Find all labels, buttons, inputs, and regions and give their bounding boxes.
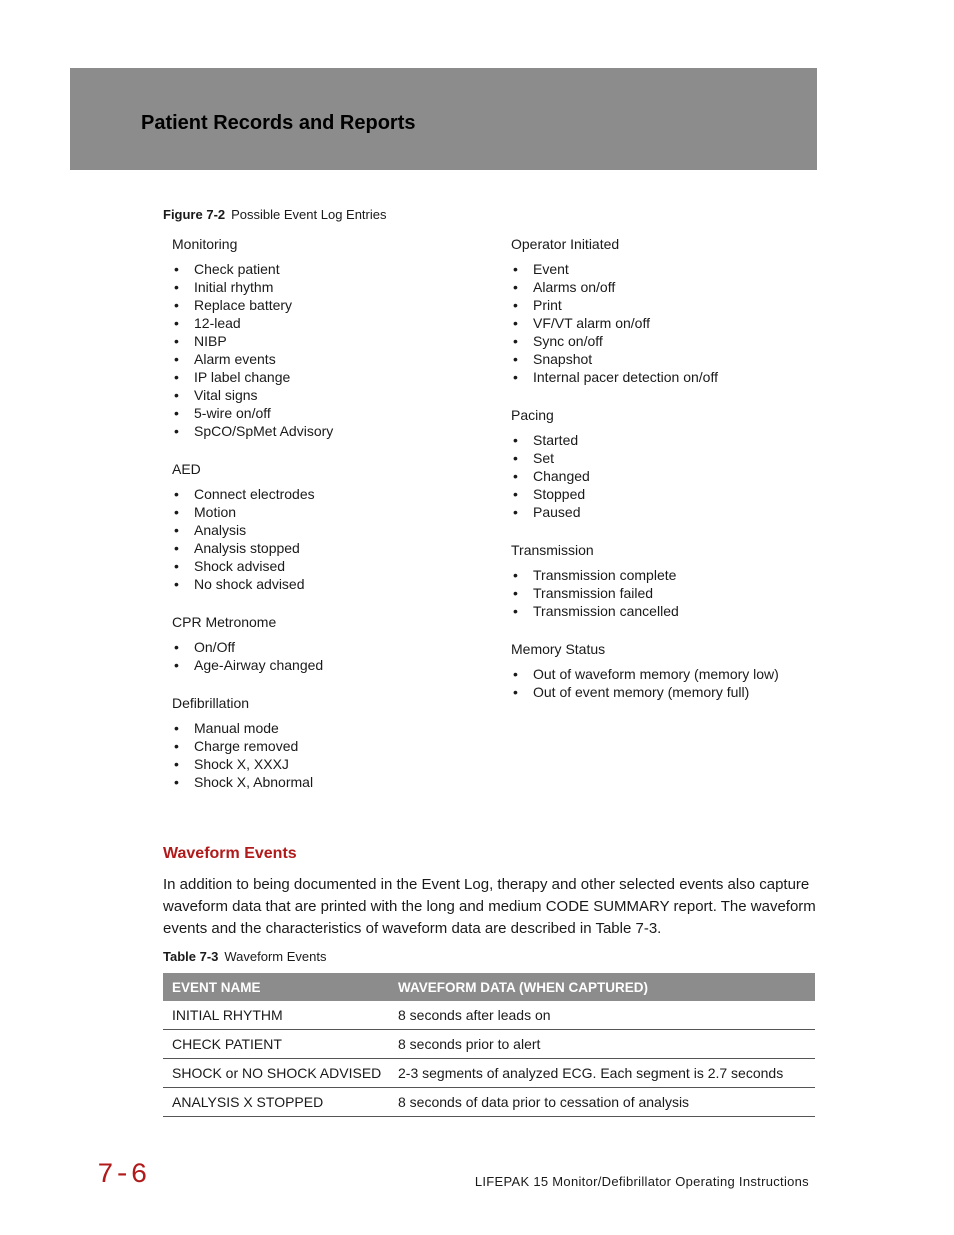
bullet-icon: •: [174, 504, 179, 520]
section-heading: Waveform Events: [163, 845, 297, 862]
list-item: [172, 773, 492, 791]
list-item-text: Snapshot: [533, 351, 593, 367]
list-item-text: Set: [533, 450, 555, 466]
bullet-icon: •: [174, 369, 179, 385]
table-header-row: [163, 973, 815, 1001]
event-group-title: Pacing: [511, 407, 554, 423]
event-group: [172, 694, 492, 791]
list-item: [511, 314, 831, 332]
bullet-icon: •: [174, 261, 179, 277]
bullet-icon: •: [513, 567, 518, 583]
waveform-events-table: [163, 973, 815, 1117]
bullet-icon: •: [513, 666, 518, 682]
list-item-text: Transmission complete: [533, 567, 677, 583]
list-item-text: On/Off: [194, 639, 235, 655]
table-caption-text: Waveform Events: [224, 949, 327, 964]
list-item-text: Motion: [194, 504, 237, 520]
list-item-text: Out of event memory (memory full): [533, 684, 750, 700]
list-item-text: Check patient: [194, 261, 280, 277]
list-item-text: Analysis: [194, 522, 247, 538]
table-cell-event: INITIAL RHYTHM: [163, 1001, 389, 1030]
event-list: [511, 665, 831, 701]
list-item: [511, 503, 831, 521]
list-item-text: 5-wire on/off: [194, 405, 271, 421]
list-item: [511, 665, 831, 683]
list-item: [172, 260, 492, 278]
bullet-icon: •: [513, 450, 518, 466]
list-item-text: Initial rhythm: [194, 279, 274, 295]
list-item: [172, 485, 492, 503]
bullet-icon: •: [174, 738, 179, 754]
list-item-text: SpCO/SpMet Advisory: [194, 423, 334, 439]
table-cell-event: ANALYSIS X STOPPED: [163, 1088, 389, 1117]
list-item: [172, 278, 492, 296]
bullet-icon: •: [174, 315, 179, 331]
event-group-title: CPR Metronome: [172, 614, 277, 630]
list-item-text: Connect electrodes: [194, 486, 315, 502]
list-item-text: Charge removed: [194, 738, 299, 754]
page-number: 7-6: [97, 1160, 148, 1191]
list-item: [172, 314, 492, 332]
section-body-paragraph: In addition to being documented in the Event Log, therapy and other selected events also capture waveform data that are printed with the long and medium CODE SUMMARY report. The waveform events and the characteristics of waveform data are described in Table 7-3.: [163, 876, 816, 937]
table-row: [163, 1030, 815, 1059]
list-item-text: Print: [533, 297, 562, 313]
bullet-icon: •: [174, 774, 179, 790]
bullet-icon: •: [174, 423, 179, 439]
bullet-icon: •: [513, 432, 518, 448]
list-item: [172, 368, 492, 386]
list-item: [511, 368, 831, 386]
list-item: [172, 656, 492, 674]
list-item: [511, 584, 831, 602]
event-group-title: Monitoring: [172, 236, 238, 252]
event-list: [172, 485, 492, 593]
list-item-text: Sync on/off: [533, 333, 603, 349]
bullet-icon: •: [174, 540, 179, 556]
list-item: [511, 485, 831, 503]
figure-caption: [163, 207, 387, 222]
bullet-icon: •: [174, 297, 179, 313]
bullet-icon: •: [174, 639, 179, 655]
list-item-text: Shock X, Abnormal: [194, 774, 314, 790]
list-item-text: IP label change: [194, 369, 291, 385]
event-group: [511, 640, 831, 701]
event-log-right-column: [511, 235, 831, 721]
event-group: [172, 460, 492, 593]
bullet-icon: •: [513, 504, 518, 520]
list-item: [172, 422, 492, 440]
list-item-text: Started: [533, 432, 579, 448]
list-item-text: Age-Airway changed: [194, 657, 324, 673]
table-row: [163, 1001, 815, 1030]
column-header: EVENT NAME: [163, 973, 389, 1001]
table-row: [163, 1088, 815, 1117]
list-item-text: VF/VT alarm on/off: [533, 315, 650, 331]
list-item-text: Paused: [533, 504, 581, 520]
list-item: [172, 755, 492, 773]
bullet-icon: •: [513, 261, 518, 277]
table-row: [163, 1059, 815, 1088]
list-item: [511, 332, 831, 350]
event-group-title: AED: [172, 461, 201, 477]
list-item: [511, 260, 831, 278]
list-item: [172, 503, 492, 521]
event-group-title: Defibrillation: [172, 695, 250, 711]
list-item-text: Transmission failed: [533, 585, 654, 601]
list-item: [172, 575, 492, 593]
list-item: [172, 332, 492, 350]
table-cell-event: SHOCK or NO SHOCK ADVISED: [163, 1059, 389, 1088]
footer-doc-title: LIFEPAK 15 Monitor/Defibrillator Operating Instructions: [474, 1174, 809, 1189]
list-item: [172, 539, 492, 557]
bullet-icon: •: [513, 351, 518, 367]
list-item-text: Replace battery: [194, 297, 293, 313]
list-item-text: Vital signs: [194, 387, 258, 403]
list-item: [172, 737, 492, 755]
list-item: [511, 602, 831, 620]
table-cell-data: 8 seconds of data prior to cessation of analysis: [389, 1088, 815, 1117]
bullet-icon: •: [513, 297, 518, 313]
event-group-title: Operator Initiated: [511, 236, 620, 252]
event-list: [172, 260, 492, 440]
list-item: [172, 386, 492, 404]
figure-number: Figure 7-2: [163, 207, 226, 222]
table-cell-data: 2-3 segments of analyzed ECG. Each segment is 2.7 seconds: [389, 1059, 815, 1088]
list-item: [172, 296, 492, 314]
bullet-icon: •: [513, 279, 518, 295]
list-item: [172, 638, 492, 656]
bullet-icon: •: [513, 486, 518, 502]
list-item-text: No shock advised: [194, 576, 305, 592]
list-item-text: Stopped: [533, 486, 586, 502]
table-number: Table 7-3: [163, 949, 219, 964]
event-group: [511, 541, 831, 620]
bullet-icon: •: [174, 279, 179, 295]
list-item: [511, 566, 831, 584]
list-item: [511, 350, 831, 368]
table-cell-data: 8 seconds prior to alert: [389, 1030, 815, 1059]
list-item-text: NIBP: [194, 333, 227, 349]
list-item: [511, 278, 831, 296]
list-item-text: Out of waveform memory (memory low): [533, 666, 779, 682]
bullet-icon: •: [174, 720, 179, 736]
figure-caption-text: Possible Event Log Entries: [231, 207, 387, 222]
list-item: [172, 521, 492, 539]
event-list: [511, 260, 831, 386]
list-item-text: Transmission cancelled: [533, 603, 679, 619]
list-item: [511, 296, 831, 314]
event-list: [172, 638, 492, 674]
bullet-icon: •: [174, 333, 179, 349]
chapter-title: Patient Records and Reports: [141, 112, 416, 134]
bullet-icon: •: [513, 684, 518, 700]
list-item: [511, 431, 831, 449]
event-group-title: Memory Status: [511, 641, 606, 657]
bullet-icon: •: [513, 603, 518, 619]
event-log-left-column: [172, 235, 492, 811]
list-item: [172, 719, 492, 737]
bullet-icon: •: [174, 486, 179, 502]
list-item-text: Shock X, XXXJ: [194, 756, 289, 772]
list-item-text: Alarm events: [194, 351, 276, 367]
bullet-icon: •: [513, 369, 518, 385]
bullet-icon: •: [513, 585, 518, 601]
event-list: [511, 431, 831, 521]
event-group: [172, 613, 492, 674]
table-caption: [163, 949, 327, 964]
bullet-icon: •: [174, 405, 179, 421]
list-item-text: Internal pacer detection on/off: [533, 369, 718, 385]
bullet-icon: •: [174, 576, 179, 592]
bullet-icon: •: [513, 468, 518, 484]
bullet-icon: •: [174, 522, 179, 538]
list-item: [172, 350, 492, 368]
event-group: [511, 406, 831, 521]
list-item-text: 12-lead: [194, 315, 241, 331]
list-item-text: Alarms on/off: [533, 279, 616, 295]
list-item: [172, 557, 492, 575]
list-item-text: Analysis stopped: [194, 540, 300, 556]
event-group-title: Transmission: [511, 542, 594, 558]
event-list: [511, 566, 831, 620]
list-item-text: Manual mode: [194, 720, 279, 736]
list-item-text: Shock advised: [194, 558, 286, 574]
event-group: [511, 235, 831, 386]
list-item-text: Changed: [533, 468, 590, 484]
event-list: [172, 719, 492, 791]
chapter-header-band: [70, 68, 817, 170]
table-cell-event: CHECK PATIENT: [163, 1030, 389, 1059]
bullet-icon: •: [513, 333, 518, 349]
list-item: [511, 683, 831, 701]
bullet-icon: •: [174, 351, 179, 367]
bullet-icon: •: [174, 387, 179, 403]
bullet-icon: •: [174, 558, 179, 574]
list-item: [511, 467, 831, 485]
table-cell-data: 8 seconds after leads on: [389, 1001, 815, 1030]
column-header: WAVEFORM DATA (WHEN CAPTURED): [389, 973, 815, 1001]
bullet-icon: •: [513, 315, 518, 331]
list-item-text: Event: [533, 261, 569, 277]
event-group: [172, 235, 492, 440]
bullet-icon: •: [174, 756, 179, 772]
list-item: [511, 449, 831, 467]
list-item: [172, 404, 492, 422]
bullet-icon: •: [174, 657, 179, 673]
